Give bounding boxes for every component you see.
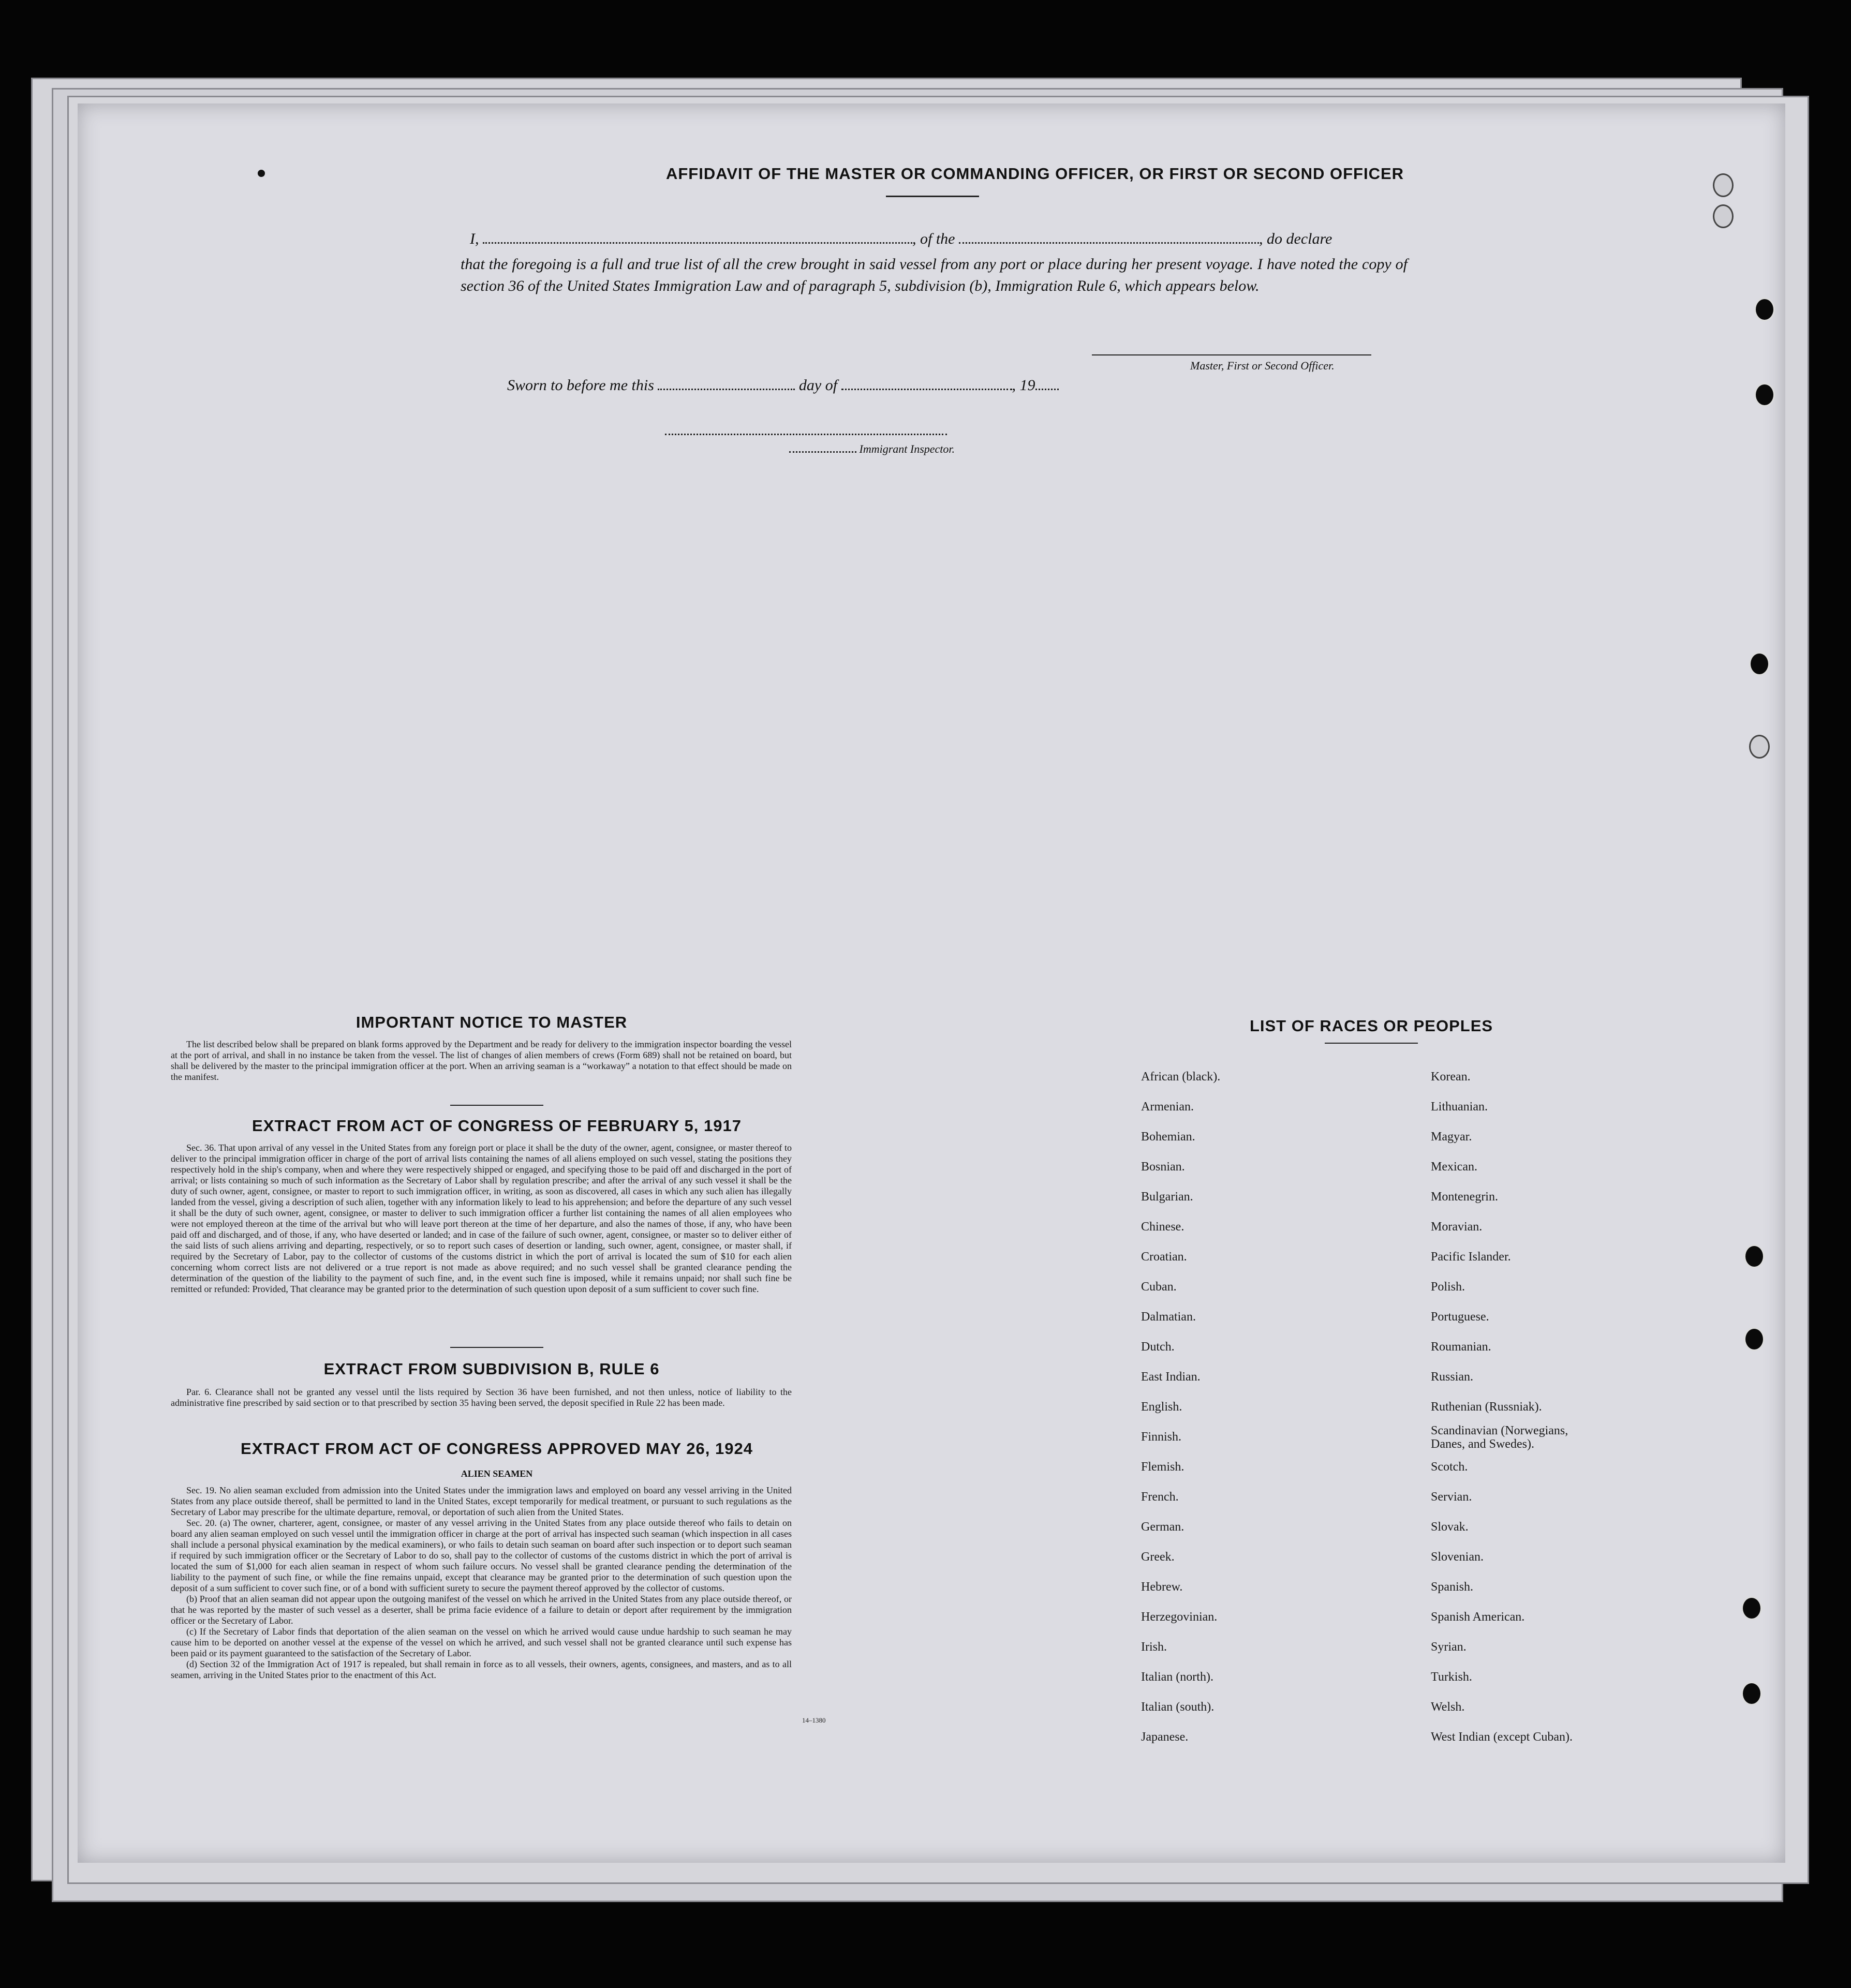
binder-hole [1749,735,1770,759]
sworn-year: , 19 [1012,377,1035,394]
line1-end: , do declare [1259,230,1332,247]
race-item: Slovenian. [1431,1550,1484,1564]
race-item: Herzegovinian. [1141,1610,1218,1624]
extract-1924-body [171,1485,792,1681]
race-item: English. [1141,1400,1182,1414]
race-item: Turkish. [1431,1670,1472,1684]
race-item: Italian (south). [1141,1700,1215,1714]
section-rule [450,1105,543,1106]
race-item: Bosnian. [1141,1160,1185,1174]
binder-hole [1744,1327,1765,1351]
signature-label: Master, First or Second Officer. [1190,359,1335,372]
race-item: East Indian. [1141,1370,1201,1384]
year-field[interactable] [1035,389,1059,390]
race-item: Armenian. [1141,1100,1194,1114]
paragraph: Sec. 20. (a) The owner, charterer, agent, consignee, or master of any vessel arriving in the United States from any place outside thereof who fails to detain on board any alien seaman employed on such vessel until the immigration officer in charge at the port of arrival has inspected such seaman (which inspection in all cases shall include a personal physical examination by the medical examiners), or who fails to detain such seaman on board after such inspection or to deport such seaman if required by such immigration officer or the Secretary of Labor to do so, shall pay to the collector of customs of the customs district in which the port of arrival is located the sum of $1,000 for each alien seaman in respect of whom such failure occurs. No vessel shall be granted clearance pending the determination of the liability to the payment of such fine, or while the fine remains unpaid, except that clearance may be granted prior to the determination of such question upon the deposit of a sum sufficient to cover such fine, or of a bond with sufficient surety to secure the payment thereof approved by the collector of customs. [171,1518,792,1593]
line1-mid: , of the [912,230,955,247]
race-item: Mexican. [1431,1160,1477,1174]
race-item: Pacific Islander. [1431,1250,1511,1264]
race-item: Irish. [1141,1640,1167,1654]
race-item: Portuguese. [1431,1310,1489,1324]
race-item: Finnish. [1141,1430,1182,1444]
binder-hole [1754,298,1775,321]
section-rule [450,1347,543,1348]
race-item: Dutch. [1141,1340,1175,1354]
binder-hole [1754,383,1775,407]
document-page [78,103,1785,1863]
race-item: Bohemian. [1141,1130,1195,1144]
punch-dot [258,170,265,177]
binder-hole [1741,1682,1762,1705]
races-title: LIST OF RACES OR PEOPLES [1249,1017,1493,1035]
race-item: Danes, and Swedes). [1431,1437,1534,1451]
race-item: Servian. [1431,1490,1472,1504]
race-item: Scotch. [1431,1460,1468,1474]
race-item: Greek. [1141,1550,1175,1564]
name-field[interactable] [483,242,912,244]
declaration-body: that the foregoing is a full and true list of all the crew brought in said vessel from any port or place during her present voyage. I have noted the copy of section 36 of the United States Immigration Law and of paragraph 5, subdivision (b), Immigration Rule 6, which appears below. [461,256,1408,294]
race-item: Syrian. [1431,1640,1467,1654]
race-item: Flemish. [1141,1460,1184,1474]
sworn-line [507,377,1059,394]
notice-title: IMPORTANT NOTICE TO MASTER [356,1013,628,1031]
form-number: 14–1380 [802,1716,826,1724]
inspector-label: Immigrant Inspector. [859,442,955,455]
inspector-label-row [789,442,955,456]
race-item: Scandinavian (Norwegians, [1431,1424,1568,1437]
race-item: Moravian. [1431,1220,1483,1234]
race-item: Dalmatian. [1141,1310,1196,1324]
notice-body: The list described below shall be prepared on blank forms approved by the Department and be ready for delivery to the immigration inspector boarding the vessel at the port of arrival, and shall in no instance be taken from the vessel. The list of changes of alien members of crews (Form 689) shall not be retained on board, but shall be delivered by the master to the principal immigration officer at the port. When an arriving seaman is a “workaway” a notation to that effect should be made on the manifest. [171,1039,792,1082]
race-item: Magyar. [1431,1130,1472,1144]
race-item: Ruthenian (Russniak). [1431,1400,1542,1414]
race-item: Polish. [1431,1280,1465,1294]
extract-1917-title: EXTRACT FROM ACT OF CONGRESS OF FEBRUARY 5, 1917 [252,1117,742,1135]
alien-seamen-subtitle: ALIEN SEAMEN [461,1468,533,1479]
binder-hole [1744,1244,1765,1268]
race-item: Croatian. [1141,1250,1187,1264]
month-field[interactable] [841,389,1012,390]
race-item: Slovak. [1431,1520,1469,1534]
extract-1917-body: Sec. 36. That upon arrival of any vessel in the United States from any foreign port or place it shall be the duty of the owner, agent, consignee, or master thereof to deliver to the principal immigration officer in charge of the port of arrival lists containing the names of all aliens employed on such vessel, stating the positions they respectively hold in the ship's company, when and where they were respectively shipped or engaged, and specifying those to be paid off and discharged in the port of arrival; or lists containing so much of such information as the Secretary of Labor shall by regulation prescribe; and after the arrival of any such vessel it shall be the duty of such owner, agent, consignee, or master to report to such immigration officer, in writing, as soon as discovered, all cases in which any such alien has illegally landed from the vessel, giving a description of such alien, together with any information likely to lead to his apprehension; and before the departure of any such vessel it shall be the duty of such owner, agent, consignee, or master to deliver to such immigration officer a further list containing the names of all alien employees who were not employed thereon at the time of the arrival but who will leave port thereon at the time of her departure, and also the names of those, if any, who have been paid off and discharged, and of those, if any, who have deserted or landed; and in case of the failure of such owner, agent, consignee, or master so to deliver either of the said lists of such aliens arriving and departing, respectively, or so to report such cases of desertion or landing, such owner, agent, consignee, or master shall, if required by the Secretary of Labor, pay to the collector of customs of the customs district in which the port of arrival is located the sum of $10 for each alien concerning whom correct lists are not delivered or a true report is not made as above required; and no such vessel shall be granted clearance pending the determination of the question of the liability to the payment of such fine, and, in the event such fine is imposed, while it remains unpaid; nor shall such fine be remitted or refunded: Provided, That clearance may be granted prior to the determination of such question upon deposit of a sum sufficient to cover such fine. [171,1143,792,1294]
race-item: Hebrew. [1141,1580,1183,1594]
race-item: French. [1141,1490,1179,1504]
extract-1924-title: EXTRACT FROM ACT OF CONGRESS APPROVED MAY 26, 1924 [241,1440,753,1458]
binder-hole [1713,173,1734,197]
race-item: Japanese. [1141,1730,1189,1744]
binder-hole [1749,652,1770,676]
race-item: Chinese. [1141,1220,1184,1234]
race-item: Welsh. [1431,1700,1465,1714]
race-item: German. [1141,1520,1184,1534]
race-item: Lithuanian. [1431,1100,1488,1114]
sworn-mid: day of [798,377,838,394]
extract-rule6-title: EXTRACT FROM SUBDIVISION B, RULE 6 [323,1360,660,1378]
binder-hole [1741,1596,1762,1620]
title-rule [886,196,979,197]
day-field[interactable] [658,389,795,390]
paragraph: (c) If the Secretary of Labor finds that deportation of the alien seaman on the vessel on which he arrived would cause undue hardship to such seaman he may cause him to be deported on another vessel at the expense of the vessel on which he arrived, and such vessel shall not be granted clearance until such expense has been paid or its payment guaranteed to the satisfaction of the Secretary of Labor. [171,1626,792,1658]
inspector-field[interactable] [789,451,856,453]
race-item: Italian (north). [1141,1670,1213,1684]
race-item: Roumanian. [1431,1340,1491,1354]
race-item: Korean. [1431,1070,1471,1084]
paragraph: (b) Proof that an alien seaman did not appear upon the outgoing manifest of the vessel on which he arrived in the United States from any place outside thereof, or that he was reported by the master of such vessel as a deserter, shall be prima facie evidence of a failure to detain or deport after requirement by the immigration officer or the Secretary of Labor. [171,1594,792,1626]
sworn-start: Sworn to before me this [507,377,654,394]
signature-line [1092,354,1371,355]
race-item: Spanish American. [1431,1610,1525,1624]
declaration-line [470,230,1332,248]
race-item: West Indian (except Cuban). [1431,1730,1573,1744]
race-item: Bulgarian. [1141,1190,1193,1204]
race-item: Russian. [1431,1370,1474,1384]
paragraph: Sec. 19. No alien seaman excluded from admission into the United States under the immigration laws and employed on board any vessel arriving in the United States from any place outside thereof, shall be permitted to land in the United States, except temporarily for medical treatment, or pursuant to such regulations as the Secretary of Labor may prescribe for the ultimate departure, removal, or deportation of such alien from the United States. [171,1485,792,1517]
affidavit-title: AFFIDAVIT OF THE MASTER OR COMMANDING OFFICER, OR FIRST OR SECOND OFFICER [665,165,1404,183]
binder-hole [1713,204,1734,228]
race-item: Cuban. [1141,1280,1177,1294]
race-item: Spanish. [1431,1580,1474,1594]
race-item: African (black). [1141,1070,1221,1084]
line1-start: I, [470,230,479,247]
vessel-field[interactable] [959,242,1259,244]
inspector-signature-line[interactable] [665,434,947,435]
extract-rule6-body: Par. 6. Clearance shall not be granted any vessel until the lists required by Section 36 have been furnished, and not then unless, notice of liability to the administrative fine prescribed by said section or to that prescribed by section 35 having been served, the deposit specified in Rule 22 has been made. [171,1387,792,1408]
race-item: Montenegrin. [1431,1190,1498,1204]
races-title-rule [1325,1043,1418,1044]
paragraph: (d) Section 32 of the Immigration Act of 1917 is repealed, but shall remain in force as to all vessels, their owners, agents, consignees, and masters, and as to all seamen, arriving in the United States prior to the enactment of this Act. [171,1659,792,1680]
